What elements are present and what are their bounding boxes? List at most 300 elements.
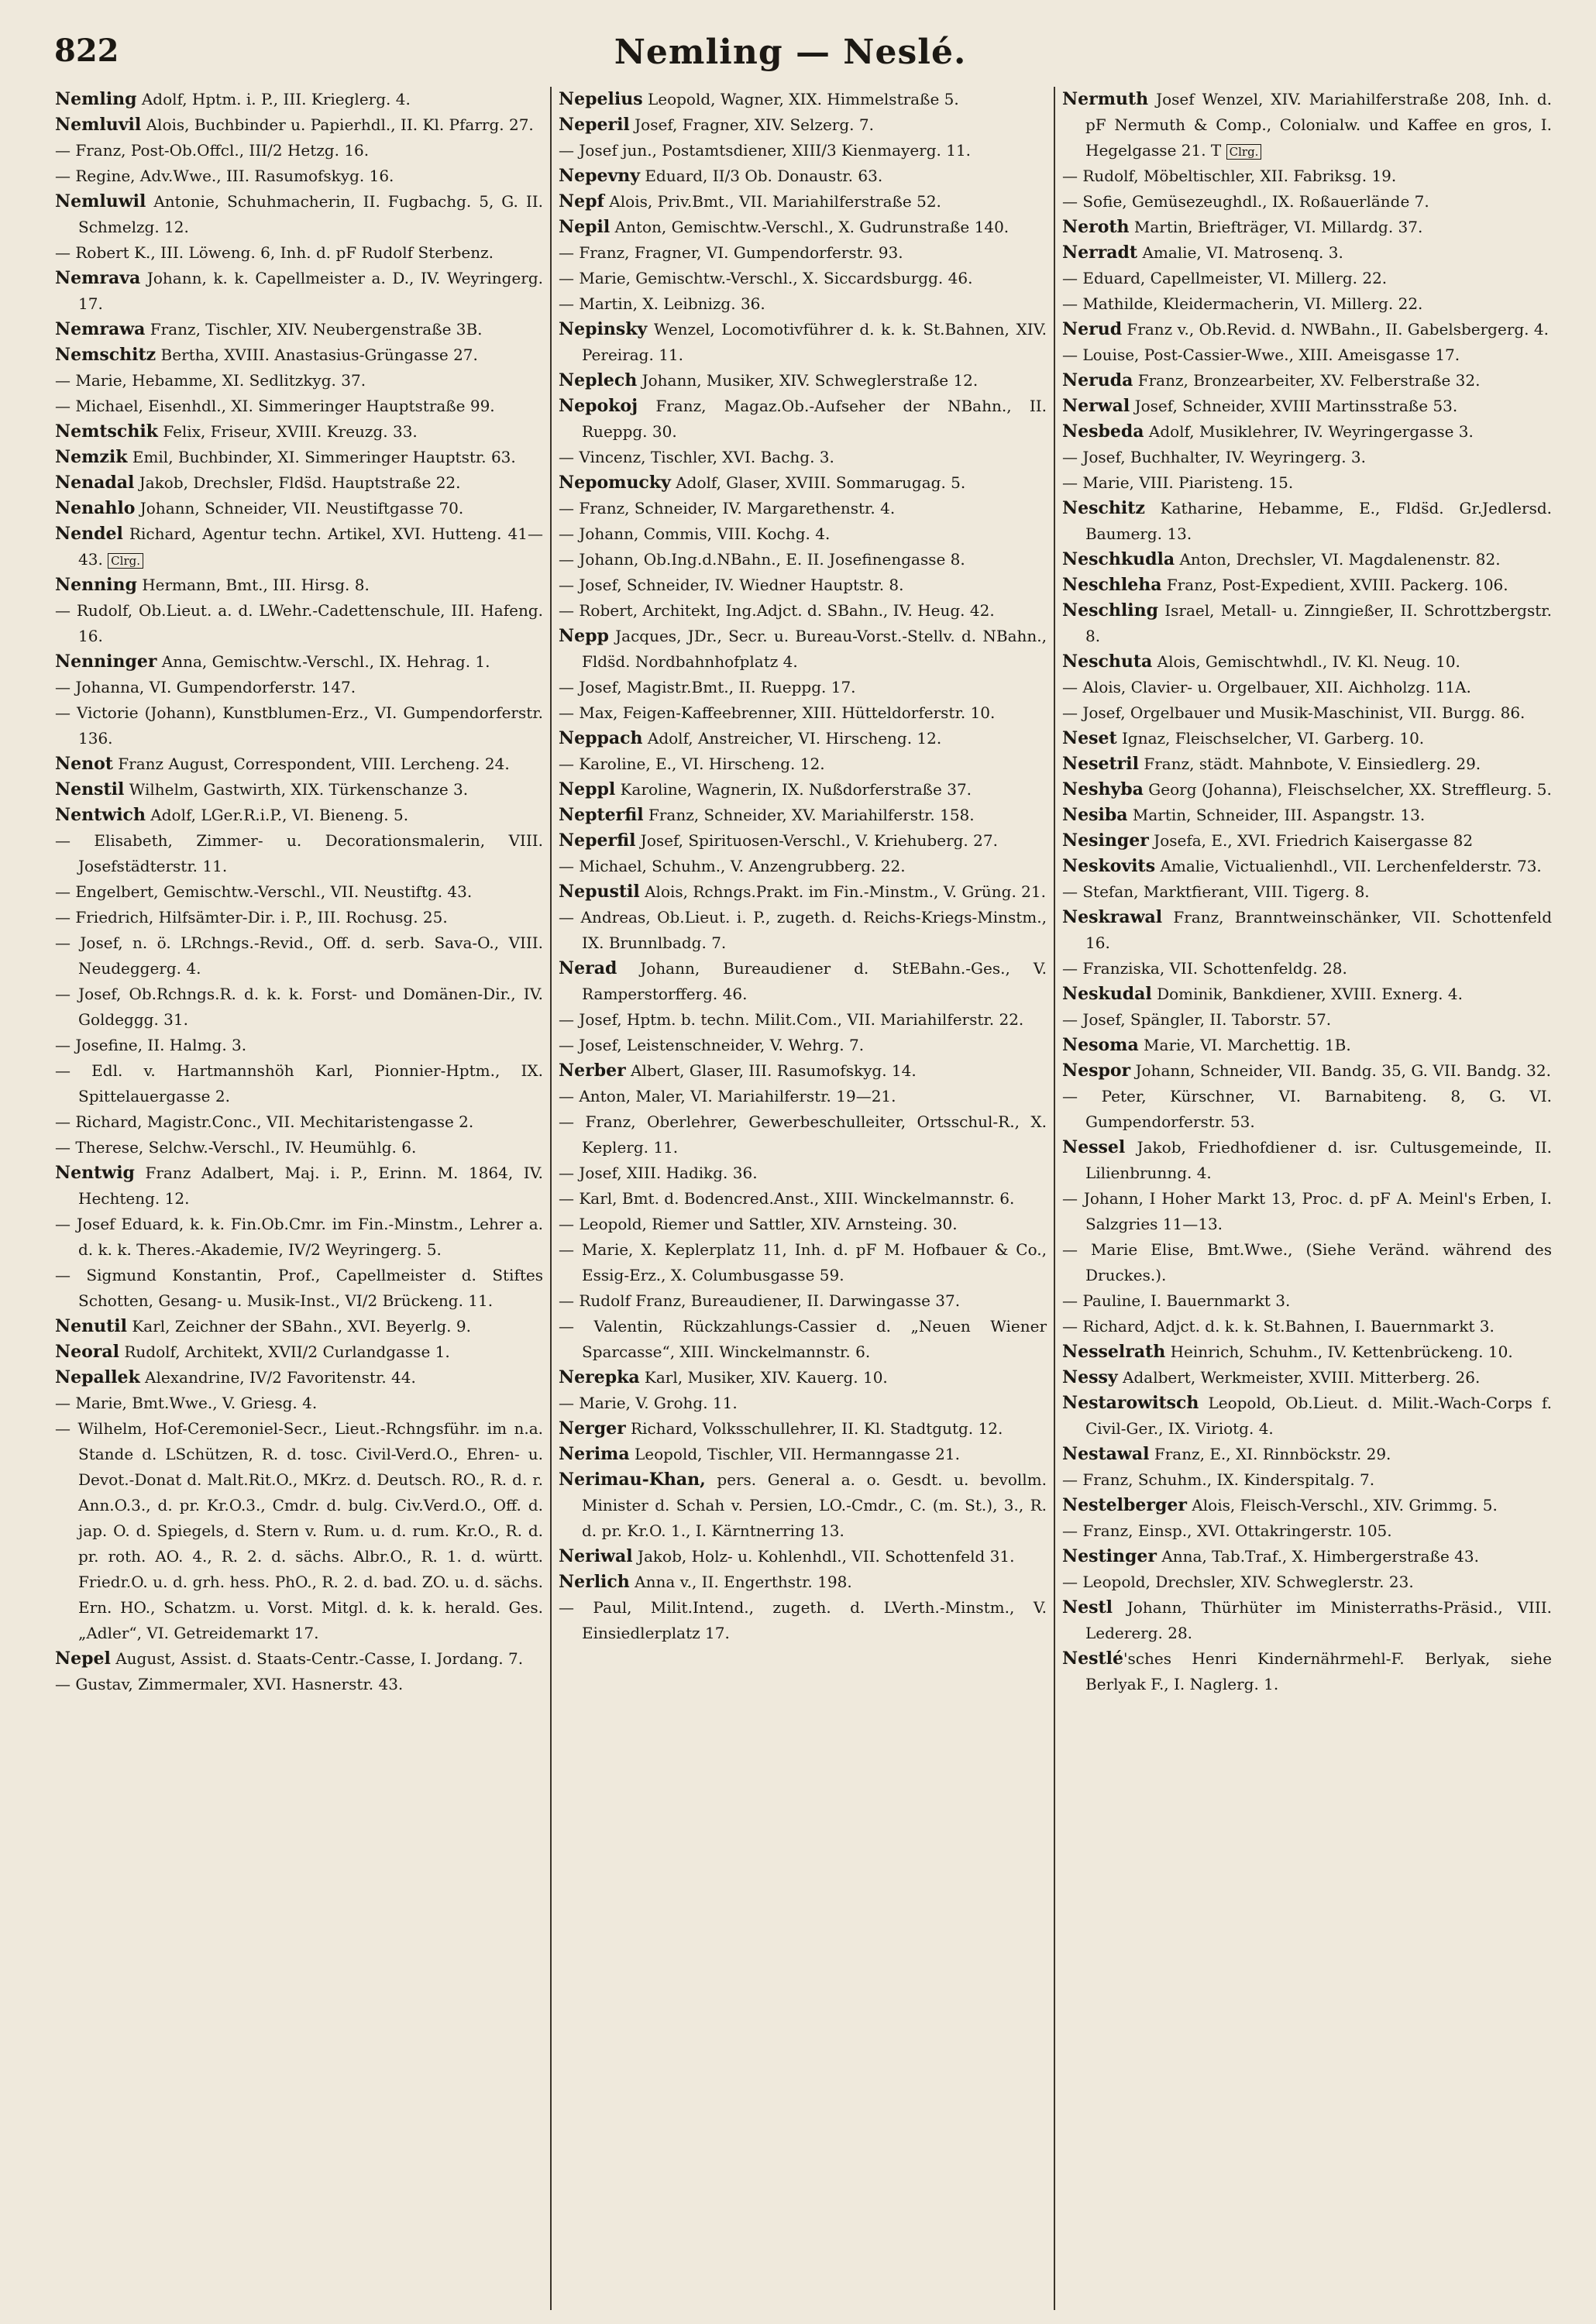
entry-details: Karl, Zeichner der SBahn., XVI. Beyerlg. 9. bbox=[126, 1317, 471, 1336]
entry-details: — Edl. v. Hartmannshöh Karl, Pionnier-Hptm., IX. Spittelauergasse 2. bbox=[55, 1061, 543, 1105]
entry-details: — Marie Elise, Bmt.Wwe., (Siehe Veränd. während des Druckes.). bbox=[1062, 1240, 1552, 1284]
entry-details: Adolf, Anstreicher, VI. Hirscheng. 12. bbox=[642, 729, 942, 748]
entry-details: Josef, Spirituosen-Verschl., V. Kriehuberg. 27. bbox=[635, 831, 998, 850]
directory-entry bbox=[1062, 342, 1552, 368]
entry-details: Antonie, Schuhmacherin, II. Fugbachg. 5, G. II. Schmelzg. 12. bbox=[78, 192, 543, 236]
directory-entry bbox=[55, 982, 543, 1033]
directory-entry bbox=[55, 649, 543, 675]
entry-details: — Valentin, Rückzahlungs-Cassier d. „Neuen Wiener Sparcasse“, XIII. Winckelmannstr. 6. bbox=[559, 1317, 1047, 1361]
directory-entry bbox=[559, 394, 1047, 445]
entry-surname: Neperil bbox=[559, 115, 630, 135]
directory-entry bbox=[1062, 1442, 1552, 1467]
entry-surname: Nemluvil bbox=[55, 115, 142, 135]
directory-entry bbox=[559, 777, 1047, 803]
entry-details: — Marie, Bmt.Wwe., V. Griesg. 4. bbox=[55, 1394, 318, 1412]
directory-entry bbox=[1062, 1518, 1552, 1544]
directory-entry bbox=[559, 496, 1047, 521]
entry-details: — Rudolf, Ob.Lieut. a. d. LWehr.-Cadettenschule, III. Hafeng. 16. bbox=[55, 601, 543, 645]
directory-entry bbox=[55, 317, 543, 342]
entry-details: Alois, Buchbinder u. Papierhdl., II. Kl. Pfarrg. 27. bbox=[141, 115, 534, 134]
directory-entry bbox=[55, 266, 543, 317]
entry-details: — Eduard, Capellmeister, VI. Millerg. 22. bbox=[1062, 269, 1388, 287]
entry-details: Leopold, Wagner, XIX. Himmelstraße 5. bbox=[642, 90, 959, 108]
entry-details: Franz, E., XI. Rinnböckstr. 29. bbox=[1149, 1445, 1391, 1463]
directory-entry bbox=[1062, 1595, 1552, 1646]
entry-details: Martin, Schneider, III. Aspangstr. 13. bbox=[1127, 806, 1426, 824]
entry-details: Richard, Volksschullehrer, II. Kl. Stadtgutg. 12. bbox=[625, 1419, 1003, 1438]
entry-details: — Josef, Buchhalter, IV. Weyringerg. 3. bbox=[1062, 448, 1366, 466]
entry-surname: Nepinsky bbox=[559, 319, 648, 339]
directory-entry bbox=[55, 445, 543, 470]
entry-surname: Nepp bbox=[559, 626, 609, 646]
directory-entry bbox=[559, 87, 1047, 112]
entry-surname: Nestarowitsch bbox=[1062, 1393, 1199, 1413]
directory-entry bbox=[559, 470, 1047, 496]
entry-details: — Marie, V. Grohg. 11. bbox=[559, 1394, 738, 1412]
entry-details: — Marie, VIII. Piaristeng. 15. bbox=[1062, 473, 1294, 492]
directory-entry bbox=[55, 1033, 543, 1058]
entry-details: — Rudolf Franz, Bureaudiener, II. Darwingasse 37. bbox=[559, 1291, 961, 1310]
entry-surname: Neshyba bbox=[1062, 779, 1144, 799]
entry-surname: Nesoma bbox=[1062, 1035, 1139, 1055]
entry-surname: Nepevny bbox=[559, 166, 641, 186]
directory-entry bbox=[559, 1058, 1047, 1084]
entry-details: — Franz, Oberlehrer, Gewerbeschulleiter, Ortsschul-R., X. Keplerg. 11. bbox=[559, 1112, 1047, 1157]
entry-details: — Johanna, VI. Gumpendorferstr. 147. bbox=[55, 678, 356, 696]
entry-details: Franz v., Ob.Revid. d. NWBahn., II. Gabelsbergerg. 4. bbox=[1122, 320, 1549, 339]
directory-entry bbox=[559, 1007, 1047, 1033]
directory-entry bbox=[1062, 598, 1552, 649]
entry-details: — Peter, Kürschner, VI. Barnabiteng. 8, G. VI. Gumpendorferstr. 53. bbox=[1062, 1087, 1552, 1131]
directory-entry bbox=[559, 598, 1047, 624]
entry-details: Josef Wenzel, XIV. Mariahilferstraße 208, Inh. d. pF Nermuth & Comp., Colonialw. und Kaffee en gros, I. Hegelgasse 21. T bbox=[1085, 90, 1552, 160]
directory-entry bbox=[55, 394, 543, 419]
entry-details: Jakob, Friedhofdiener d. isr. Cultusgemeinde, II. Lilienbrunng. 4. bbox=[1085, 1138, 1552, 1182]
directory-entry bbox=[559, 1544, 1047, 1569]
directory-entry bbox=[55, 368, 543, 394]
entry-details: Anna, Gemischtw.-Verschl., IX. Hehrag. 1. bbox=[157, 652, 490, 671]
entry-details: — Josef, Leistenschneider, V. Wehrg. 7. bbox=[559, 1036, 865, 1054]
directory-entry bbox=[55, 112, 543, 138]
entry-surname: Nemtschik bbox=[55, 421, 158, 442]
entry-details: Franz, Magaz.Ob.-Aufseher der NBahn., II. Rueppg. 30. bbox=[582, 397, 1047, 441]
directory-entry bbox=[559, 1109, 1047, 1160]
directory-entry bbox=[55, 828, 543, 879]
directory-entry bbox=[1062, 1314, 1552, 1339]
directory-columns bbox=[48, 87, 1559, 2310]
directory-entry bbox=[1062, 1007, 1552, 1033]
entry-details: — Leopold, Drechsler, XIV. Schweglerstr. 23. bbox=[1062, 1573, 1414, 1591]
directory-entry bbox=[559, 1569, 1047, 1595]
entry-details: Katharine, Hebamme, E., Flds̈d. Gr.Jedlersd. Baumerg. 13. bbox=[1085, 499, 1552, 543]
entry-details: — Max, Feigen-Kaffeebrenner, XIII. Hütteldorferstr. 10. bbox=[559, 703, 996, 722]
directory-entry bbox=[55, 1212, 543, 1263]
entry-surname: Neskudal bbox=[1062, 984, 1152, 1004]
entry-details: Josefa, E., XVI. Friedrich Kaisergasse 82 bbox=[1148, 831, 1474, 850]
directory-entry bbox=[559, 751, 1047, 777]
entry-details: Alois, Rchngs.Prakt. im Fin.-Minstm., V. Grüng. 21. bbox=[639, 882, 1046, 901]
directory-entry bbox=[1062, 163, 1552, 189]
directory-entry bbox=[55, 751, 543, 777]
entry-details: — Engelbert, Gemischtw.-Verschl., VII. Neustiftg. 43. bbox=[55, 882, 473, 901]
directory-entry bbox=[1062, 547, 1552, 572]
entry-details: — Franziska, VII. Schottenfeldg. 28. bbox=[1062, 959, 1347, 978]
entry-details: Amalie, VI. Matrosenq. 3. bbox=[1137, 243, 1343, 262]
entry-surname: Nerber bbox=[559, 1061, 626, 1081]
firm-register-mark: Clrg. bbox=[108, 553, 143, 569]
entry-details: Anna, Tab.Traf., X. Himbergerstraße 43. bbox=[1156, 1547, 1479, 1566]
entry-surname: Nestawal bbox=[1062, 1444, 1150, 1464]
page-number: 822 bbox=[54, 33, 119, 69]
entry-details: — Josef, n. ö. LRchngs.-Revid., Off. d. serb. Sava-O., VIII. Neudeggerg. 4. bbox=[55, 933, 543, 978]
entry-details: Franz, Bronzearbeiter, XV. Felberstraße 32. bbox=[1133, 371, 1481, 390]
entry-details: Jakob, Holz- u. Kohlenhdl., VII. Schottenfeld 31. bbox=[632, 1547, 1015, 1566]
entry-details: Richard, Agentur techn. Artikel, XVI. Hutteng. 41—43. bbox=[78, 524, 543, 569]
entry-details: Jakob, Drechsler, Flds̈d. Hauptstraße 22. bbox=[134, 473, 461, 492]
entry-surname: Nemrava bbox=[55, 268, 141, 288]
directory-entry bbox=[1062, 368, 1552, 394]
directory-entry bbox=[55, 87, 543, 112]
directory-entry bbox=[1062, 291, 1552, 317]
directory-entry bbox=[559, 163, 1047, 189]
directory-entry bbox=[559, 112, 1047, 138]
directory-entry bbox=[559, 1365, 1047, 1391]
entry-details: Martin, Briefträger, VI. Millardg. 37. bbox=[1129, 218, 1423, 236]
entry-details: — Franz, Fragner, VI. Gumpendorferstr. 93. bbox=[559, 243, 903, 262]
entry-details: Anton, Drechsler, VI. Magdalenenstr. 82. bbox=[1175, 550, 1501, 569]
entry-details: August, Assist. d. Staats-Centr.-Casse, I. Jordang. 7. bbox=[110, 1649, 524, 1668]
entry-details: — Robert, Architekt, Ing.Adjct. d. SBahn., IV. Heug. 42. bbox=[559, 601, 995, 620]
entry-details: Rudolf, Architekt, XVII/2 Curlandgasse 1. bbox=[119, 1342, 450, 1361]
directory-entry bbox=[55, 777, 543, 803]
directory-entry bbox=[55, 163, 543, 189]
directory-entry bbox=[55, 189, 543, 240]
entry-surname: Nerepka bbox=[559, 1367, 640, 1387]
entry-details: — Paul, Milit.Intend., zugeth. d. LVerth.-Minstm., V. Einsiedlerplatz 17. bbox=[559, 1598, 1047, 1642]
directory-entry bbox=[1062, 1339, 1552, 1365]
directory-entry bbox=[559, 572, 1047, 598]
directory-entry bbox=[559, 1288, 1047, 1314]
entry-details: — Franz, Einsp., XVI. Ottakringerstr. 105. bbox=[1062, 1521, 1392, 1540]
directory-entry bbox=[559, 905, 1047, 956]
directory-entry bbox=[1062, 572, 1552, 598]
entry-details: Franz, Post-Expedient, XVIII. Packerg. 106. bbox=[1161, 576, 1508, 594]
directory-entry bbox=[559, 138, 1047, 163]
directory-entry bbox=[55, 598, 543, 649]
entry-details: Adolf, Hptm. i. P., III. Krieglerg. 4. bbox=[136, 90, 411, 108]
entry-surname: Nestinger bbox=[1062, 1546, 1157, 1566]
entry-details: Johann, Thürhüter im Ministerraths-Präsid., VIII. Ledererg. 28. bbox=[1085, 1598, 1552, 1642]
directory-entry bbox=[55, 1058, 543, 1109]
entry-details: — Marie, Gemischtw.-Verschl., X. Siccardsburgg. 46. bbox=[559, 269, 973, 287]
directory-entry bbox=[55, 1135, 543, 1160]
entry-details: — Andreas, Ob.Lieut. i. P., zugeth. d. Reichs-Kriegs-Minstm., IX. Brunnlbadg. 7. bbox=[559, 908, 1047, 952]
directory-entry bbox=[55, 675, 543, 700]
directory-entry bbox=[1062, 1544, 1552, 1569]
entry-details: Franz August, Correspondent, VIII. Lercheng. 24. bbox=[112, 755, 510, 773]
directory-entry bbox=[1062, 240, 1552, 266]
directory-entry bbox=[1062, 1288, 1552, 1314]
entry-details: — Sigmund Konstantin, Prof., Capellmeister d. Stiftes Schotten, Gesang- u. Musik-Inst., VI/2 Brückeng. 11. bbox=[55, 1266, 543, 1310]
entry-details: — Therese, Selchw.-Verschl., IV. Heumühlg. 6. bbox=[55, 1138, 417, 1157]
entry-surname: Neschleha bbox=[1062, 575, 1162, 595]
entry-details: Hermann, Bmt., III. Hirsg. 8. bbox=[136, 576, 370, 594]
entry-details: Johann, Musiker, XIV. Schweglerstraße 12. bbox=[637, 371, 979, 390]
entry-surname: Nerradt bbox=[1062, 242, 1138, 263]
entry-surname: Nermuth bbox=[1062, 89, 1149, 109]
entry-details: Franz, Schneider, XV. Mariahilferstr. 158. bbox=[643, 806, 975, 824]
entry-surname: Nerwal bbox=[1062, 396, 1130, 416]
entry-surname: Nestelberger bbox=[1062, 1495, 1187, 1515]
directory-entry bbox=[55, 1109, 543, 1135]
directory-entry bbox=[559, 266, 1047, 291]
entry-details: Eduard, II/3 Ob. Donaustr. 63. bbox=[640, 167, 883, 185]
entry-surname: Nerud bbox=[1062, 319, 1123, 339]
entry-surname: Nentwig bbox=[55, 1163, 135, 1183]
directory-entry bbox=[559, 189, 1047, 215]
entry-details: Alexandrine, IV/2 Favoritenstr. 44. bbox=[139, 1368, 416, 1387]
entry-surname: Nenutil bbox=[55, 1316, 127, 1336]
entry-surname: Nesetril bbox=[1062, 754, 1139, 774]
entry-details: — Stefan, Marktfierant, VIII. Tigerg. 8. bbox=[1062, 882, 1370, 901]
entry-details: Wilhelm, Gastwirth, XIX. Türkenschanze 3. bbox=[124, 780, 469, 799]
entry-surname: Nepomucky bbox=[559, 473, 671, 493]
directory-entry bbox=[55, 1416, 543, 1646]
entry-details: — Alois, Clavier- u. Orgelbauer, XII. Aichholzg. 11A. bbox=[1062, 678, 1471, 696]
entry-details: Adolf, Musiklehrer, IV. Weyringergasse 3. bbox=[1144, 422, 1474, 441]
directory-entry bbox=[1062, 394, 1552, 419]
directory-entry bbox=[55, 1672, 543, 1697]
entry-details: — Josef, Spängler, II. Taborstr. 57. bbox=[1062, 1010, 1332, 1029]
entry-details: — Franz, Schneider, IV. Margarethenstr. 4. bbox=[559, 499, 896, 517]
column-middle bbox=[552, 87, 1055, 2310]
entry-surname: Neriwal bbox=[559, 1546, 633, 1566]
entry-details: — Johann, Commis, VIII. Kochg. 4. bbox=[559, 524, 831, 543]
directory-entry bbox=[1062, 1058, 1552, 1084]
entry-surname: Nessel bbox=[1062, 1137, 1126, 1157]
entry-surname: Nepil bbox=[559, 217, 611, 237]
directory-entry bbox=[559, 700, 1047, 726]
entry-details: Alois, Priv.Bmt., VII. Mariahilferstraße 52. bbox=[604, 192, 941, 211]
entry-details: Felix, Friseur, XVIII. Kreuzg. 33. bbox=[157, 422, 418, 441]
entry-details: — Leopold, Riemer und Sattler, XIV. Arnsteing. 30. bbox=[559, 1215, 958, 1233]
entry-details: Emil, Buchbinder, XI. Simmeringer Hauptstr. 63. bbox=[127, 448, 516, 466]
entry-details: — Victorie (Johann), Kunstblumen-Erz., VI. Gumpendorferstr. 136. bbox=[55, 703, 543, 748]
column-right bbox=[1055, 87, 1559, 2310]
directory-entry bbox=[55, 342, 543, 368]
entry-surname: Nepallek bbox=[55, 1367, 140, 1387]
directory-entry bbox=[55, 1391, 543, 1416]
entry-details: — Rudolf, Möbeltischler, XII. Fabriksg. 19. bbox=[1062, 167, 1397, 185]
directory-entry bbox=[1062, 419, 1552, 445]
entry-surname: Nespor bbox=[1062, 1061, 1131, 1081]
directory-entry bbox=[1062, 215, 1552, 240]
entry-details: Johann, k. k. Capellmeister a. D., IV. Weyringerg. 17. bbox=[78, 269, 543, 313]
entry-details: — Friedrich, Hilfsämter-Dir. i. P., III. Rochusg. 25. bbox=[55, 908, 448, 927]
directory-entry bbox=[559, 1212, 1047, 1237]
entry-surname: Nesselrath bbox=[1062, 1342, 1166, 1362]
directory-entry bbox=[1062, 905, 1552, 956]
entry-surname: Neschitz bbox=[1062, 498, 1145, 518]
directory-entry bbox=[55, 419, 543, 445]
entry-surname: Neschuta bbox=[1062, 651, 1153, 672]
directory-entry bbox=[55, 1365, 543, 1391]
directory-entry bbox=[559, 624, 1047, 675]
directory-entry bbox=[1062, 879, 1552, 905]
entry-surname: Nenahlo bbox=[55, 498, 136, 518]
directory-entry bbox=[55, 1646, 543, 1672]
entry-details: — Mathilde, Kleidermacherin, VI. Millerg. 22. bbox=[1062, 294, 1423, 313]
entry-details: Jacques, JDr., Secr. u. Bureau-Vorst.-Stellv. d. NBahn., Flds̈d. Nordbahnhofplatz 4. bbox=[582, 627, 1047, 671]
entry-details: Franz Adalbert, Maj. i. P., Erinn. M. 1864, IV. Hechteng. 12. bbox=[78, 1164, 543, 1208]
entry-details: Wenzel, Locomotivführer d. k. k. St.Bahnen, XIV. Pereirag. 11. bbox=[582, 320, 1047, 364]
directory-entry bbox=[1062, 1237, 1552, 1288]
entry-details: — Josef, Ob.Rchngs.R. d. k. k. Forst- und Domänen-Dir., IV. Goldeggg. 31. bbox=[55, 985, 543, 1029]
entry-surname: Neppach bbox=[559, 728, 643, 748]
directory-entry bbox=[55, 803, 543, 828]
entry-surname: Nerlich bbox=[559, 1572, 630, 1592]
entry-details: Dominik, Bankdiener, XVIII. Exnerg. 4. bbox=[1151, 985, 1463, 1003]
entry-surname: Nerimau-Khan, bbox=[559, 1470, 706, 1490]
directory-entry bbox=[1062, 87, 1552, 163]
entry-surname: Nepelius bbox=[559, 89, 643, 109]
directory-entry bbox=[559, 803, 1047, 828]
entry-details: Johann, Schneider, VII. Bandg. 35, G. VII. Bandg. 32. bbox=[1130, 1061, 1551, 1080]
directory-entry bbox=[559, 956, 1047, 1007]
directory-entry bbox=[1062, 496, 1552, 547]
entry-surname: Neruda bbox=[1062, 370, 1133, 390]
directory-entry bbox=[559, 1314, 1047, 1365]
entry-surname: Nepf bbox=[559, 191, 604, 211]
entry-details: — Karl, Bmt. d. Bodencred.Anst., XIII. Winckelmannstr. 6. bbox=[559, 1189, 1015, 1208]
directory-entry bbox=[1062, 1084, 1552, 1135]
directory-entry bbox=[1062, 982, 1552, 1007]
entry-details: — Pauline, I. Bauernmarkt 3. bbox=[1062, 1291, 1291, 1310]
directory-entry bbox=[55, 240, 543, 266]
entry-surname: Nesbeda bbox=[1062, 421, 1144, 442]
running-title: Nemling — Neslé. bbox=[614, 33, 967, 72]
directory-entry bbox=[559, 1084, 1047, 1109]
entry-surname: Nemzik bbox=[55, 447, 128, 467]
entry-details: Ignaz, Fleischselcher, VI. Garberg. 10. bbox=[1116, 729, 1425, 748]
page-header bbox=[54, 33, 1526, 81]
directory-entry bbox=[1062, 189, 1552, 215]
entry-surname: Nemluwil bbox=[55, 191, 146, 211]
entry-details: — Martin, X. Leibnizg. 36. bbox=[559, 294, 765, 313]
entry-details: — Josef jun., Postamtsdiener, XIII/3 Kienmayerg. 11. bbox=[559, 141, 972, 160]
entry-details: — Gustav, Zimmermaler, XVI. Hasnerstr. 43. bbox=[55, 1675, 404, 1693]
directory-entry bbox=[55, 879, 543, 905]
directory-entry bbox=[559, 1595, 1047, 1646]
directory-entry bbox=[1062, 317, 1552, 342]
entry-surname: Nestl bbox=[1062, 1597, 1113, 1618]
entry-surname: Nerad bbox=[559, 958, 617, 978]
directory-entry bbox=[559, 240, 1047, 266]
directory-entry bbox=[1062, 700, 1552, 726]
entry-details: Leopold, Tischler, VII. Hermanngasse 21. bbox=[629, 1445, 960, 1463]
directory-entry bbox=[55, 930, 543, 982]
directory-entry bbox=[1062, 675, 1552, 700]
directory-entry bbox=[559, 1237, 1047, 1288]
entry-surname: Neschkudla bbox=[1062, 549, 1175, 569]
entry-details: Karl, Musiker, XIV. Kauerg. 10. bbox=[639, 1368, 888, 1387]
entry-details: pers. General a. o. Gesdt. u. bevollm. Minister d. Schah v. Persien, LO.-Cmdr., C. (m. St.), 3., R. d. pr. Kr.O. 1., I. Kärntnerring 13. bbox=[582, 1470, 1047, 1540]
entry-details: Franz, Tischler, XIV. Neubergenstraße 3B. bbox=[145, 320, 483, 339]
entry-surname: Nesiba bbox=[1062, 805, 1128, 825]
entry-details: — Louise, Post-Cassier-Wwe., XIII. Ameisgasse 17. bbox=[1062, 346, 1460, 364]
entry-details: — Josef, Schneider, IV. Wiedner Hauptstr. 8. bbox=[559, 576, 904, 594]
directory-entry bbox=[1062, 803, 1552, 828]
directory-entry bbox=[1062, 751, 1552, 777]
column-left bbox=[48, 87, 552, 2310]
entry-details: Bertha, XVIII. Anastasius-Grüngasse 27. bbox=[156, 346, 478, 364]
entry-surname: Neoral bbox=[55, 1342, 119, 1362]
entry-surname: Nemschitz bbox=[55, 345, 157, 365]
directory-entry bbox=[1062, 726, 1552, 751]
directory-entry bbox=[55, 905, 543, 930]
entry-details: — Josefine, II. Halmg. 3. bbox=[55, 1036, 247, 1054]
entry-details: — Elisabeth, Zimmer- u. Decorationsmalerin, VIII. Josefstädterstr. 11. bbox=[55, 831, 543, 875]
directory-entry bbox=[1062, 1186, 1552, 1237]
directory-entry bbox=[1062, 1033, 1552, 1058]
entry-surname: Neppl bbox=[559, 779, 616, 799]
entry-details: Karoline, Wagnerin, IX. Nußdorferstraße 37. bbox=[615, 780, 972, 799]
entry-details: Adolf, LGer.R.i.P., VI. Bieneng. 5. bbox=[145, 806, 409, 824]
entry-surname: Neset bbox=[1062, 728, 1117, 748]
entry-details: Josef, Schneider, XVIII Martinsstraße 53. bbox=[1130, 397, 1458, 415]
entry-surname: Nepterfil bbox=[559, 805, 644, 825]
entry-surname: Nessy bbox=[1062, 1367, 1118, 1387]
entry-surname: Neskovits bbox=[1062, 856, 1156, 876]
directory-entry bbox=[1062, 266, 1552, 291]
entry-surname: Nenning bbox=[55, 575, 137, 595]
entry-surname: Nepokoj bbox=[559, 396, 638, 416]
directory-entry bbox=[1062, 470, 1552, 496]
entry-details: — Josef Eduard, k. k. Fin.Ob.Cmr. im Fin.-Minstm., Lehrer a. d. k. k. Theres.-Akademie, IV/2 Weyringerg. 5. bbox=[55, 1215, 543, 1259]
directory-entry bbox=[1062, 1135, 1552, 1186]
directory-entry bbox=[55, 496, 543, 521]
directory-entry bbox=[1062, 777, 1552, 803]
entry-surname: Nentwich bbox=[55, 805, 146, 825]
entry-surname: Nerima bbox=[559, 1444, 630, 1464]
entry-details: Anton, Gemischtw.-Verschl., X. Gudrunstraße 140. bbox=[610, 218, 1010, 236]
entry-details: Marie, VI. Marchettig. 1B. bbox=[1138, 1036, 1351, 1054]
entry-details: — Marie, Hebamme, XI. Sedlitzkyg. 37. bbox=[55, 371, 366, 390]
directory-entry bbox=[559, 1033, 1047, 1058]
entry-details: Josef, Fragner, XIV. Selzerg. 7. bbox=[629, 115, 874, 134]
entry-details: Heinrich, Schuhm., IV. Kettenbrückeng. 10. bbox=[1165, 1342, 1513, 1361]
directory-entry bbox=[559, 879, 1047, 905]
directory-entry bbox=[559, 854, 1047, 879]
entry-details: — Johann, I Hoher Markt 13, Proc. d. pF A. Meinl's Erben, I. Salzgries 11—13. bbox=[1062, 1189, 1552, 1233]
entry-details: — Vincenz, Tischler, XVI. Bachg. 3. bbox=[559, 448, 834, 466]
directory-entry bbox=[559, 1467, 1047, 1544]
entry-surname: Neschling bbox=[1062, 600, 1158, 621]
entry-surname: Nepel bbox=[55, 1648, 111, 1669]
directory-entry bbox=[1062, 649, 1552, 675]
directory-entry bbox=[55, 572, 543, 598]
entry-details: — Karoline, E., VI. Hirscheng. 12. bbox=[559, 755, 825, 773]
directory-entry bbox=[1062, 956, 1552, 982]
directory-entry bbox=[1062, 445, 1552, 470]
entry-surname: Nestlé bbox=[1062, 1648, 1124, 1669]
entry-surname: Neskrawal bbox=[1062, 907, 1163, 927]
entry-details: Johann, Schneider, VII. Neustiftgasse 70. bbox=[135, 499, 464, 517]
directory-entry bbox=[559, 1442, 1047, 1467]
entry-details: — Richard, Adjct. d. k. k. St.Bahnen, I. Bauernmarkt 3. bbox=[1062, 1317, 1495, 1336]
entry-surname: Neplech bbox=[559, 370, 638, 390]
entry-details: — Richard, Magistr.Conc., VII. Mechitaristengasse 2. bbox=[55, 1112, 474, 1131]
